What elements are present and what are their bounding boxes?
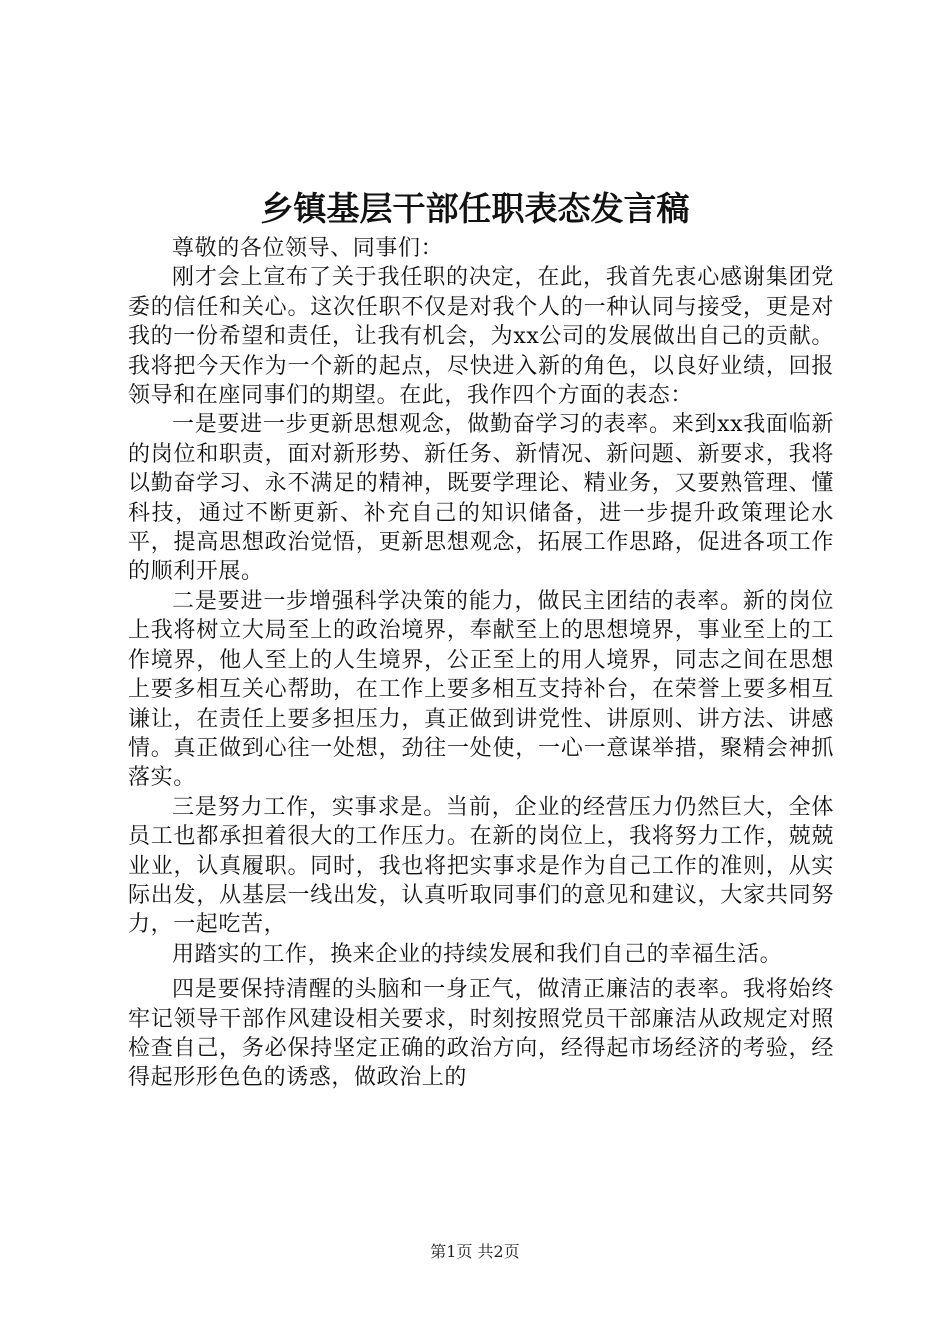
body-paragraph: 三是努力工作，实事求是。当前，企业的经营压力仍然巨大，全体员工也都承担着很大的工作压力。在新的岗位上，我将努力工作，兢兢业业，认真履职。同时，我也将把实事求是作为自己工作的准则，从实际出发，从基层一线出发，认真听取同事们的意见和建议，大家共同努力，一起吃苦， [128, 794, 834, 938]
document-body [128, 234, 834, 1093]
page-number-footer: 第1页 共2页 [430, 1242, 520, 1261]
document-title: 乡镇基层干部任职表态发言稿 [260, 189, 690, 228]
body-paragraph: 二是要进一步增强科学决策的能力，做民主团结的表率。新的岗位上我将树立大局至上的政治境界，奉献至上的思想境界，事业至上的工作境界，他人至上的人生境界，公正至上的用人境界，同志之间在思想上要多相互关心帮助，在工作上要多相互支持补台，在荣誉上要多相互谦让，在责任上要多担压力，真正做到讲党性、讲原则、讲方法、讲感情。真正做到心往一处想，劲往一处使，一心一意谋举措，聚精会神抓落实。 [128, 588, 834, 791]
salutation-paragraph: 尊敬的各位领导、同事们： [172, 236, 444, 261]
body-paragraph: 一是要进一步更新思想观念，做勤奋学习的表率。来到xx我面临新的岗位和职责，面对新形势、新任务、新情况、新问题、新要求，我将以勤奋学习、永不满足的精神，既要学理论、精业务，又要熟管理、懂科技，通过不断更新、补充自己的知识储备，进一步提升政策理论水平，提高思想政治觉悟，更新思想观念，拓展工作思路，促进各项工作的顺利开展。 [128, 412, 834, 585]
body-paragraph: 四是要保持清醒的头脑和一身正气，做清正廉洁的表率。我将始终牢记领导干部作风建设相关要求，时刻按照党员干部廉洁从政规定对照检查自己，务必保持坚定正确的政治方向，经得起市场经济的考验，经得起形形色色的诱惑，做政治上的 [128, 977, 834, 1091]
body-paragraph: 用踏实的工作，换来企业的持续发展和我们自己的幸福生活。 [172, 941, 783, 967]
body-paragraph: 刚才会上宣布了关于我任职的决定，在此，我首先衷心感谢集团党委的信任和关心。这次任职不仅是对我个人的一种认同与接受，更是对我的一份希望和责任，让我有机会，为xx公司的发展做出自己的贡献。我将把今天作为一个新的起点，尽快进入新的角色，以良好业绩，回报领导和在座同事们的期望。在此，我作四个方面的表态： [128, 265, 834, 409]
